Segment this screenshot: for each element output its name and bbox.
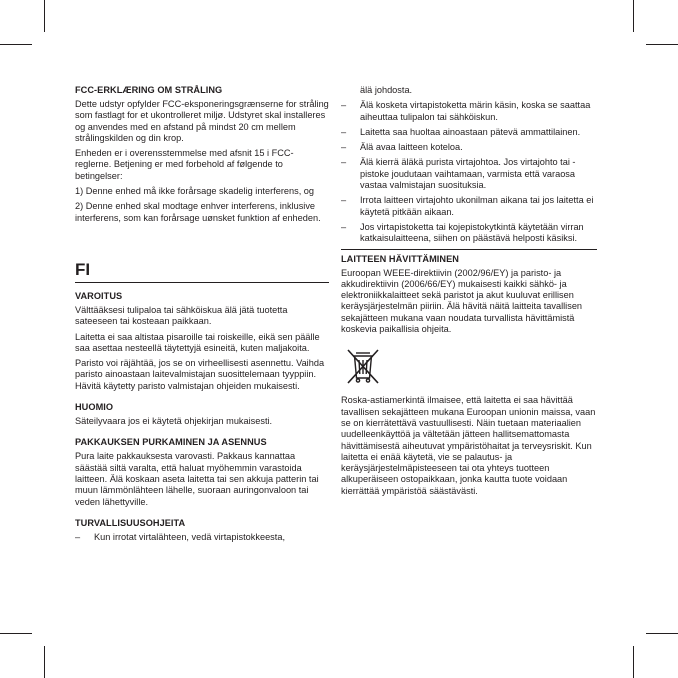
dash-bullet: –: [341, 126, 347, 137]
crop-mark: [44, 0, 45, 32]
list-item: [341, 127, 597, 138]
crop-mark: [646, 44, 678, 45]
dash-bullet: –: [75, 531, 81, 542]
warning-paragraph: Välttääksesi tulipaloa tai sähköiskua älä jätä tuotetta sateeseen tai kosteaan paikkaan.: [75, 304, 288, 327]
fcc-section: [75, 85, 329, 224]
fcc-paragraph: 2) Denne enhed skal modtage enhver interferens, inklusive interferens, som kan forårsage uønsket funktion af enheden.: [75, 201, 321, 223]
fcc-paragraph: Dette udstyr opfylder FCC-eksponeringsgrænserne for stråling som fastlagt for et ukontrolleret miljø. Udstyret skal installeres og anvendes med en afstand på mindst 20 cm mellem strålingskilden og din krop.: [75, 99, 329, 143]
dash-bullet: –: [341, 100, 347, 111]
list-item: [341, 222, 597, 245]
disposal-heading: LAITTEEN HÄVITTÄMINEN: [341, 253, 459, 264]
warning-paragraph: Paristo voi räjähtää, jos se on virheellisesti asennettu. Vaihda paristo ainoastaan laitevalmistajan suosittelemaan tyyppiin. Hävitä käytetty paristo valmistajan ohjeiden mukaisesti.: [75, 358, 325, 391]
unpacking-heading: PAKKAUKSEN PURKAMINEN JA ASENNUS: [75, 437, 267, 448]
left-column: [75, 85, 329, 547]
safety-section: [75, 518, 329, 543]
warning-heading: VAROITUS: [75, 290, 123, 301]
fcc-heading: FCC-ERKLÆRING OM STRÅLING: [75, 85, 223, 95]
list-item-text: Laitetta saa huoltaa ainoastaan pätevä ammattilainen.: [360, 126, 581, 137]
list-item-text: Irrota laitteen virtajohto ukonilman aikana tai jos laitetta ei käytetä pitkään aikaan.: [360, 195, 594, 217]
list-item-text: Älä avaa laitteen koteloa.: [360, 142, 463, 153]
disposal-section: [341, 254, 597, 497]
unpacking-section: [75, 437, 329, 507]
safety-list-continued: [341, 100, 597, 244]
warning-section: [75, 291, 329, 392]
section-divider: [341, 249, 597, 250]
caution-paragraph: Säteilyvaara jos ei käytetä ohjekirjan mukaisesti.: [75, 416, 273, 427]
crop-mark: [0, 44, 32, 45]
crop-mark: [44, 646, 45, 678]
right-column: [341, 85, 597, 501]
dash-bullet: –: [341, 142, 347, 153]
list-item: [341, 100, 597, 123]
list-item-text: Älä kierrä äläkä purista virtajohtoa. Jos virtajohto tai -pistoke joudutaan vaihtamaan, varmista että varaosa vastaa valmistajan suosituksia.: [360, 157, 576, 191]
crop-mark: [633, 0, 634, 32]
crop-mark: [0, 633, 32, 634]
list-item-continuation: älä johdosta.: [360, 85, 413, 95]
disposal-paragraph: Roska-astiamerkintä ilmaisee, että laitetta ei saa hävittää tavallisen sekajätteen mukana Euroopan unionin maissa, vaan se on kierrätettävä vastuullisesti. Näin tuetaan materiaalien uudelleenkäyttöä ja vältetään jätteen hallitsemattomasta hävittämisestä aiheutuvat ympäristöhaitat ja terveysriskit. Kun laitetta ei enää käytetä, vie se palautus- ja keräysjärjestelmäpisteeseen tai ota yhteys tuotteen alkuperäiseen ostopaikkaan, jonka kautta tuote voidaan kierrättää ympäristöä säästävästi.: [341, 395, 596, 496]
unpacking-paragraph: Pura laite pakkauksesta varovasti. Pakkaus kannattaa säästää siltä varalta, että haluat myöhemmin varastoida laitteen. Älä koskaan aseta laitetta tai sen akkuja patterin tai muun lämmönlähteen lähelle, suoraan auringonvaloon tai veden lähettyville.: [75, 451, 319, 507]
list-item: [341, 142, 597, 153]
list-item-text: Älä kosketa virtapistoketta märin käsin, koska se saattaa aiheuttaa tulipalon tai sähköiskun.: [360, 100, 591, 122]
section-divider: [75, 282, 329, 283]
crop-mark: [646, 633, 678, 634]
caution-section: [75, 402, 329, 427]
dash-bullet: –: [341, 221, 347, 232]
crop-mark: [633, 646, 634, 678]
list-item: [75, 532, 329, 543]
fcc-paragraph: 1) Denne enhed må ikke forårsage skadelig interferens, og: [75, 186, 315, 197]
language-code: FI: [75, 259, 91, 279]
list-item: [341, 195, 597, 218]
list-item-text: Jos virtapistoketta tai kojepistokytkintä käytetään virran katkaisulaitteena, siihen on päästävä helposti käsiksi.: [360, 221, 584, 244]
caution-heading: HUOMIO: [75, 402, 114, 413]
fcc-paragraph: Enheden er i overensstemmelse med afsnit 15 i FCC-reglerne. Betjening er med forbehold af følgende to betingelser:: [75, 148, 294, 181]
dash-bullet: –: [341, 195, 347, 206]
dash-bullet: –: [341, 157, 347, 168]
list-item-text: Kun irrotat virtalähteen, vedä virtapistokkeesta,: [94, 531, 285, 542]
warning-paragraph: Laitetta ei saa altistaa pisaroille tai roiskeille, eikä sen päälle saa asettaa nesteellä täytettyjä esineitä, kuten maljakoita.: [75, 331, 320, 353]
safety-heading: TURVALLISUUSOHJEITA: [75, 517, 186, 528]
list-item: [341, 157, 597, 191]
safety-list: [75, 532, 329, 543]
crossed-out-bin-icon: [343, 345, 383, 387]
disposal-paragraph: Euroopan WEEE-direktiivin (2002/96/EY) ja paristo- ja akkudirektiivin (2006/66/EY) mukaisesti kaikki sähkö- ja elektroniikkalaitteet sekä paristot ja akut kuuluvat erillisen keräysjärjestelmän piiriin. Älä hävitä näitä laitteita tavallisen sekajätteen mukana vaan noudata turvallista hävittämistä koskevia paikallisia ohjeita.: [341, 267, 583, 335]
